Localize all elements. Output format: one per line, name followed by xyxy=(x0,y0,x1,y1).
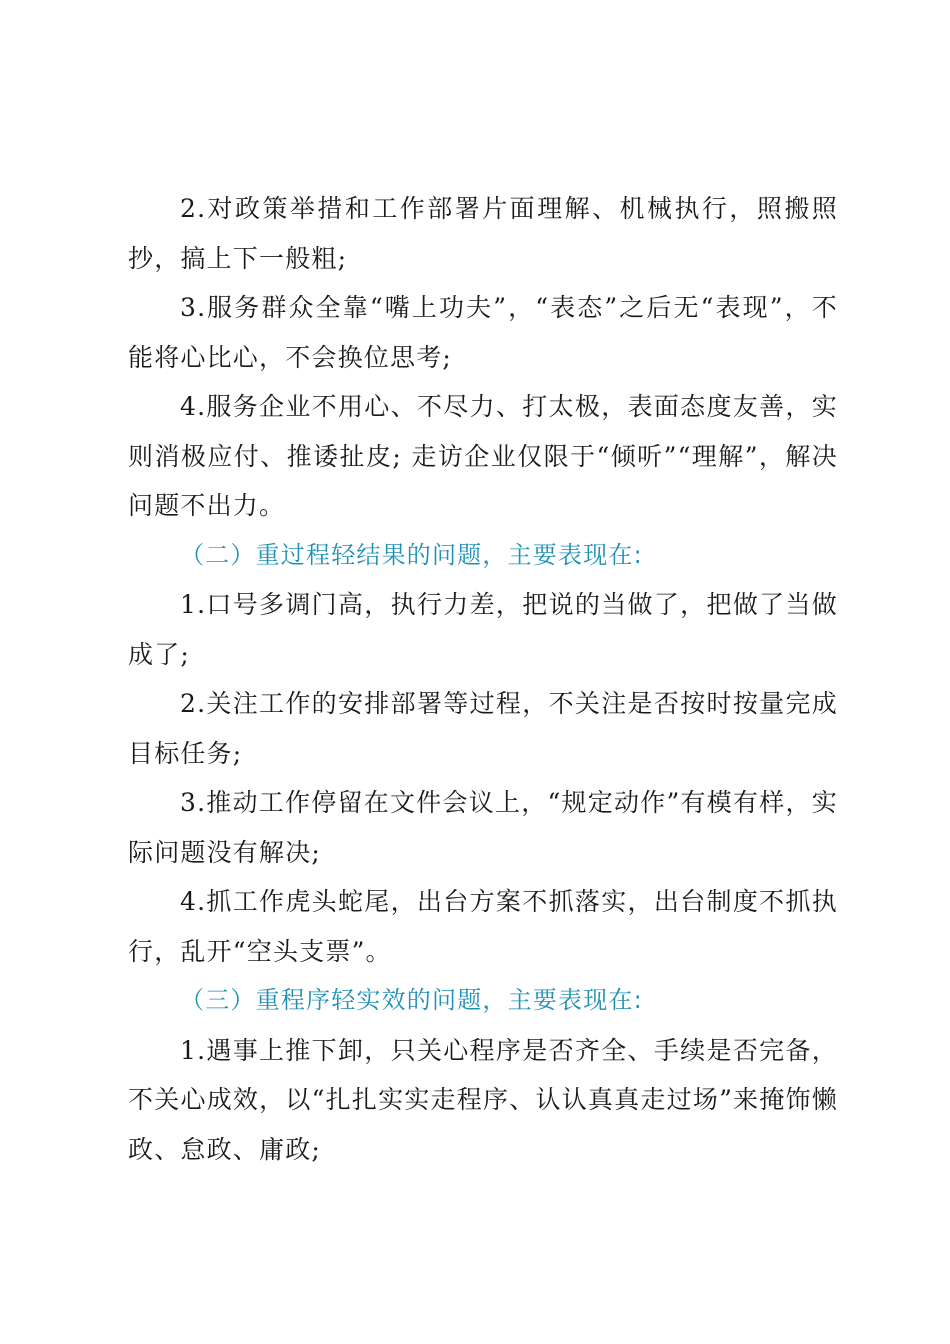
paragraph-item-4: 4.抓工作虎头蛇尾，出台方案不抓落实，出台制度不抓执行，乱开“空头支票”。 xyxy=(128,887,838,966)
paragraph-item-1: 1.遇事上推下卸，只关心程序是否齐全、手续是否完备，不关心成效，以“扎扎实实走程序、认认真真走过场”来掩饰懒政、怠政、庸政; xyxy=(128,1035,838,1164)
paragraph-item-4: 4.服务企业不用心、不尽力、打太极，表面态度友善，实则消极应付、推诿扯皮; 走访企业仅限于“倾听”“理解”，解决问题不出力。 xyxy=(128,392,838,520)
paragraph-item-3: 3.服务群众全靠“嘴上功夫”，“表态”之后无“表现”，不能将心比心，不会换位思考; xyxy=(128,293,838,372)
paragraph-item-2: 2.关注工作的安排部署等过程，不关注是否按时按量完成目标任务; xyxy=(128,689,838,768)
paragraph-item-3: 3.推动工作停留在文件会议上，“规定动作”有模有样，实际问题没有解决; xyxy=(128,788,838,867)
paragraph-item-2: 2.对政策举措和工作部署片面理解、机械执行，照搬照抄，搞上下一般粗; xyxy=(128,194,838,273)
document-body xyxy=(128,184,838,1174)
section-heading-3: （三）重程序轻实效的问题，主要表现在: xyxy=(180,986,643,1014)
section-heading-2: （二）重过程轻结果的问题，主要表现在: xyxy=(180,540,643,569)
paragraph-item-1: 1.口号多调门高，执行力差，把说的当做了，把做了当做成了; xyxy=(128,590,838,669)
